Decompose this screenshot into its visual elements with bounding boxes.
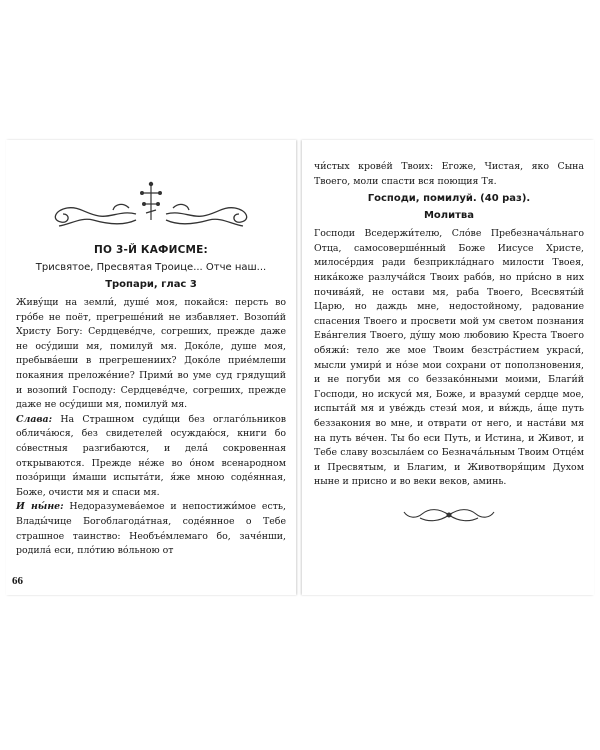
slava-label: Слава:	[16, 413, 53, 425]
inyne-label: И ны́не:	[16, 501, 64, 513]
slava-text: На Страшном суди́щи без оглаго́льников облича́юся, без свидетелей осуждаю́ся, книги бо со́вестныя разгибаются, и дела́ сокровенная открываются. Прежде не́же во о́ном всенародном позо́рищи и́маши испыта́ти, я́же мною соде́янная, Боже, очисти мя и спаси мя.	[16, 413, 286, 498]
troparion-continuation: чи́стых крове́й Твоих: Егоже, Чистая, яко Сына Твоего, моли спасти вся поющия Тя.	[314, 161, 584, 187]
prayer-text: Господи Вседержи́телю, Сло́ве Пребезнача́льнаго Отца, самосоверше́нный Боже Иисусе Христе, милосе́рдия ради безприкла́днаго милости Твоея, ника́коже разлуча́йся Твоих рабо́в, но при́сно в них почива́яй, не остави мя, раба Твоего, Всесвяты́й Царю, но даждь мне, недостойному, радование спасения Твоего и просвети мой ум светом познания Ева́нгелия Твоего, ду́шу мою любовию Креста Твоего обяжи́: тело же мое Твоим безстра́стием украси́, мысли умири́ и но́зе мои сохрани от поползновения, и не погуби мя со беззако́нными моими, Благи́й Господи, но искуси́ мя, Боже, и вразуми́ сердце мое, испыта́й мя и уве́ждь стези́ моя, и ви́ждь, а́ще путь беззакония во мне, и отврати от него, и наста́ви мя на путь ве́чен. Ты бо еси Путь, и Истина, и Живот, и Тебе славу возсыла́ем со Безнача́льным Твоим Отце́м и Пресвятым, и Благим, и Животворя́щим Духом ныне и присно и во веки веков, аминь.	[314, 228, 584, 488]
trisvyatoe-line: Трисвятое, Пресвятая Троице... Отче наш...	[35, 262, 267, 273]
inyne-text: Недоразумева́емое и непостижи́мое есть, Влады́чице Богоблагода́тная, соде́янное о Тебе страшное таинство: Необъе́млемаго бо, заче́нши, родила́ еси, пло́тию во́льною от	[16, 501, 286, 557]
slava-paragraph	[16, 413, 286, 501]
kafisma-heading: ПО 3-Й КАФИСМЕ:	[94, 244, 208, 256]
left-page	[6, 140, 296, 595]
troparion-text-1: Живу́щи на земли́, душе́ моя, покайся: персть во гро́бе не поёт, прегреше́ний не избавляет. Возопи́й Христу Богу: Сердцеве́дче, согреших, прежде даже не осу́диши мя, помилуй мя. Доко́ле, душе моя, пребыва́еши в прегрешениих? Доко́ле прие́млеши покаяния преложе́ние? Прими́ во уме суд грядущий и возопий Господу: Сердцеве́дче, согреших, прежде даже не осу́диши мя, помилуй мя.	[16, 297, 286, 411]
cross-ornament-icon	[31, 180, 271, 236]
molitva-heading: Молитва	[423, 210, 475, 222]
gospodi-pomiluy-line: Господи, помилуй. (40 раз).	[367, 193, 531, 205]
right-page	[302, 140, 594, 595]
troparion-heading: Тропари, глас 3	[105, 279, 197, 290]
inyne-paragraph	[16, 500, 286, 558]
page-number: 66	[12, 575, 23, 587]
flourish-ornament-icon	[394, 502, 504, 528]
